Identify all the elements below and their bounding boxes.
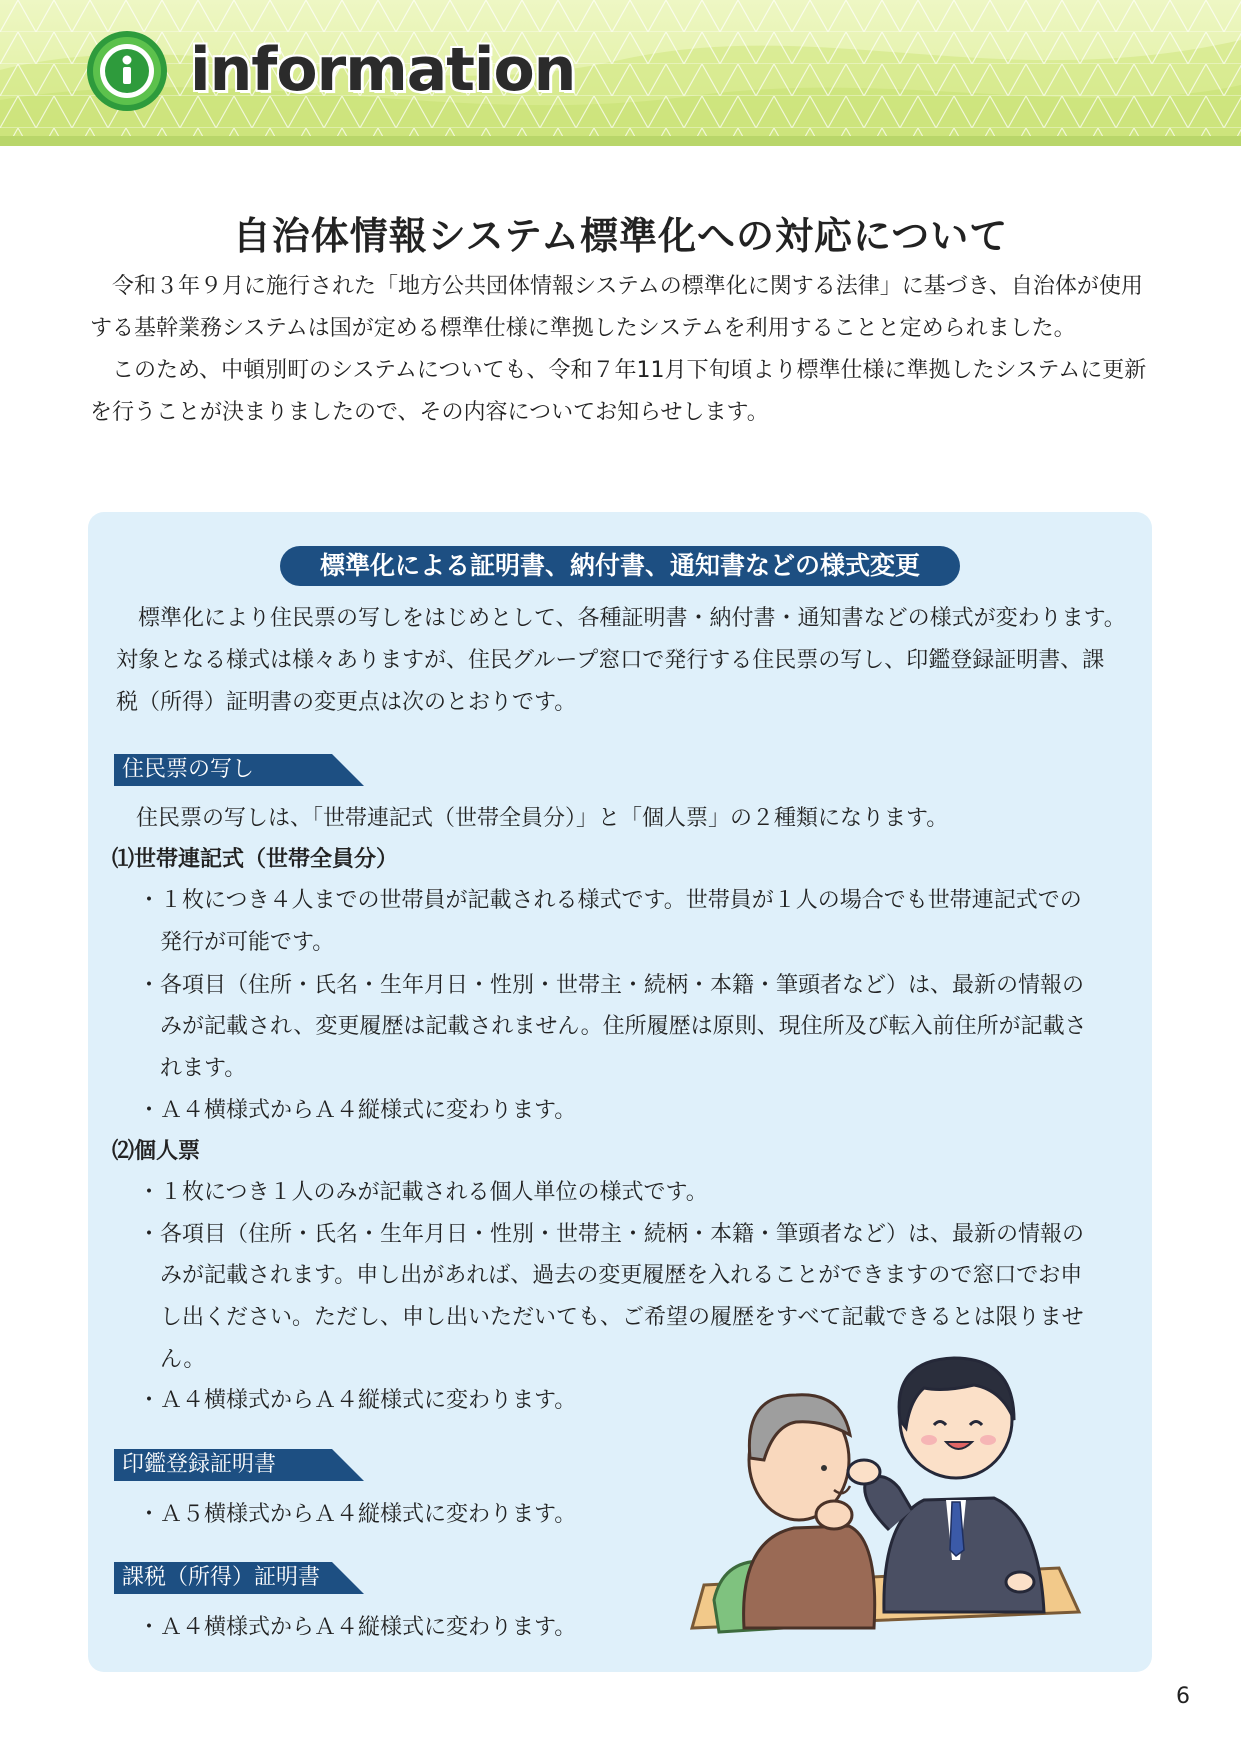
- bullet-line: ・１枚につき４人までの世帯員が記載される様式です。世帯員が１人の場合でも世帯連記式での: [138, 888, 1082, 913]
- article-title: 自治体情報システム標準化への対応について: [232, 214, 1009, 258]
- panel-intro: [116, 598, 1126, 724]
- bullet-line: みが記載されます。申し出があれば、過去の変更履歴を入れることができますので窓口でお申: [160, 1263, 1083, 1288]
- bullet-line: ・１枚につき１人のみが記載される個人単位の様式です。: [138, 1180, 708, 1205]
- section-tag-inkan: [114, 1449, 364, 1481]
- intro-paragraph: 令和３年９月に施行された「地方公共団体情報システムの標準化に関する法律」に基づき、自治体が使用する基幹業務システムは国が定める標準仕様に準拠したシステムを利用することと定められました。: [90, 274, 1143, 341]
- bullet-line: れます。: [160, 1056, 247, 1081]
- bullet-line: ・Ａ４横様式からＡ４縦様式に変わります。: [138, 1388, 577, 1413]
- intro-paragraph: このため、中頓別町のシステムについても、令和７年11月下旬頃より標準仕様に準拠したシステムに更新を行うことが決まりましたので、その内容についてお知らせします。: [90, 358, 1147, 425]
- sub-heading-setai: ⑴世帯連記式（世帯全員分）: [112, 847, 399, 872]
- header-title: information: [190, 35, 576, 105]
- panel-heading: 標準化による証明書、納付書、通知書などの様式変更: [280, 546, 960, 586]
- section-tag-label: 住民票の写し: [122, 757, 255, 782]
- section1-lead: 住民票の写しは、「世帯連記式（世帯全員分）」と「個人票」の２種類になります。: [136, 806, 949, 831]
- header-pattern: [0, 0, 1241, 138]
- article-intro: [90, 266, 1152, 434]
- section-tag-kazei: [114, 1562, 364, 1594]
- header-rule: [0, 136, 1241, 146]
- bullet-line: ・各項目（住所・氏名・生年月日・性別・世帯主・続柄・本籍・筆頭者など）は、最新の情報の: [138, 1222, 1085, 1247]
- bullet-line: みが記載され、変更履歴は記載されません。住所履歴は原則、現住所及び転入前住所が記載さ: [160, 1014, 1087, 1039]
- sub-heading-kojin: ⑵個人票: [112, 1139, 201, 1164]
- bullet-line: し出ください。ただし、申し出いただいても、ご希望の履歴をすべて記載できるとは限りませ: [160, 1305, 1084, 1330]
- panel-intro-text: 標準化により住民票の写しをはじめとして、各種証明書・納付書・通知書などの様式が変わります。対象となる様式は様々ありますが、住民グループ窓口で発行する住民票の写し、印鑑登録証明書、課税（所得）証明書の変更点は次のとおりです。: [116, 606, 1126, 715]
- bullet-line: 発行が可能です。: [160, 930, 335, 955]
- bullet-line: ・各項目（住所・氏名・生年月日・性別・世帯主・続柄・本籍・筆頭者など）は、最新の情報の: [138, 973, 1085, 998]
- header-band: [0, 0, 1241, 138]
- section-tag-label: 課税（所得）証明書: [122, 1565, 321, 1590]
- bullet-line: ん。: [160, 1347, 206, 1372]
- counter-consultation-illustration: [684, 1350, 1094, 1650]
- section-tag-jyuminhyo: [114, 754, 364, 786]
- info-icon: [86, 30, 168, 112]
- page-number: 6: [1176, 1684, 1190, 1709]
- bullet-line: ・Ａ５横様式からＡ４縦様式に変わります。: [138, 1502, 577, 1527]
- bullet-line: ・Ａ４横様式からＡ４縦様式に変わります。: [138, 1615, 577, 1640]
- bullet-line: ・Ａ４横様式からＡ４縦様式に変わります。: [138, 1098, 577, 1123]
- section-tag-label: 印鑑登録証明書: [122, 1452, 277, 1477]
